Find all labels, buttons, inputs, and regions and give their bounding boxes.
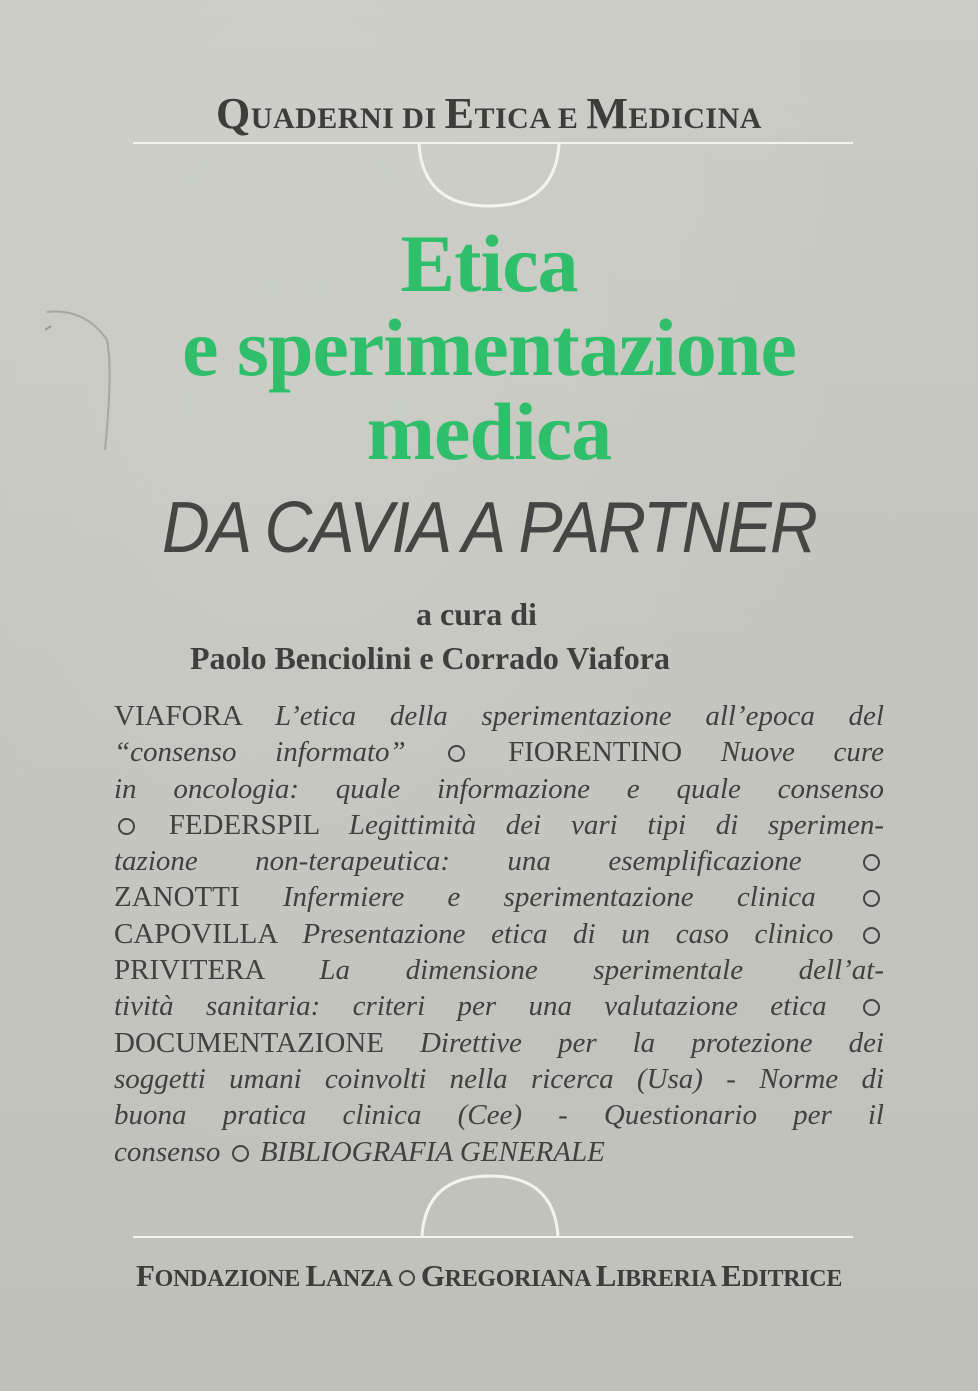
circle-separator-icon [863,890,880,907]
circle-separator-icon [863,927,880,944]
circle-separator-icon [399,1270,415,1286]
publisher-line: FONDAZIONE LANZA GREGORIANA LIBRERIA EDITRICE [135,1258,843,1293]
contents-line: PRIVITERA La dimensione sperimentale dell’at- [114,954,885,987]
contents-line: soggetti umani coinvolti nella ricerca (Usa) - Norme di [114,1062,884,1095]
book-subtitle: DA CAVIA A PARTNER [161,488,816,568]
circle-separator-icon [118,818,135,835]
contents-line: buona pratica clinica (Cee) - Questionario per il [114,1099,884,1132]
bottom-rule [133,1236,853,1238]
contents-line: consenso BIBLIOGRAFIA GENERALE [114,1135,605,1168]
contents-line: CAPOVILLA Presentazione etica di un caso clinico [114,916,884,952]
curator-names: Paolo Benciolini e Corrado Viafora [190,640,670,676]
title-line-3: medica [366,386,612,477]
curator-label: a cura di [416,596,537,632]
contents-line: “consenso informato” FIORENTINO Nuove cure [114,736,884,769]
book-title [0,218,978,477]
series-title: QUADERNI DI ETICA E MEDICINA [216,89,762,138]
bottom-arc-ornament [420,1172,560,1238]
circle-separator-icon [232,1145,249,1162]
table-of-contents [114,698,884,1170]
title-line-2: e sperimentazione [182,302,796,393]
curator-block [190,592,670,680]
contents-line: tazione non-terapeutica: una esemplificazione [114,843,884,879]
contents-line: tività sanitaria: criteri per una valutazione etica [114,988,884,1024]
contents-line: FEDERSPIL Legittimità dei vari tipi di sperimen- [114,807,884,843]
contents-line: VIAFORA L’etica della sperimentazione all’epoca del [114,700,884,732]
contents-line: in oncologia: quale informazione e quale consenso [114,772,884,805]
title-line-1: Etica [400,218,578,309]
circle-separator-icon [863,999,880,1016]
contents-line: DOCUMENTAZIONE Direttive per la protezione dei [114,1026,884,1059]
top-arc-ornament [417,144,561,210]
contents-line: ZANOTTI Infermiere e sperimentazione clinica [114,879,884,915]
circle-separator-icon [448,745,465,762]
circle-separator-icon [863,854,880,871]
